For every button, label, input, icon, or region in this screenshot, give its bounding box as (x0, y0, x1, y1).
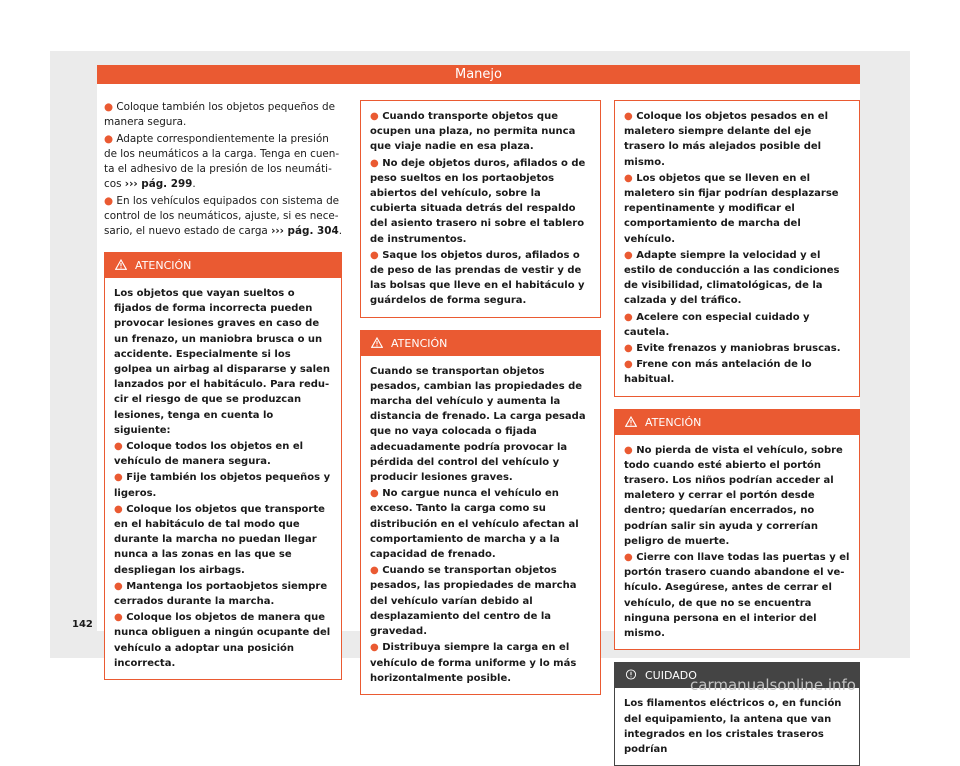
bullet-text: Coloque también los objetos pequeños de manera segura. (104, 101, 335, 128)
watermark: carmanualsonline.info (690, 676, 856, 694)
bullet-text: Los objetos que se lleven en el maletero sin fijar podrían desplazarse repentinamente y modificar el comportamiento de marcha del vehículo. (624, 172, 839, 245)
column-1 (104, 100, 342, 680)
bullet-text: En los vehículos equipados con sistema de control de los neumáticos, ajuste, si es necesario, el nuevo estado de carga (104, 195, 340, 237)
bullet-dot-icon: ● (624, 249, 637, 261)
warning-triangle-icon (115, 259, 127, 270)
bullet-dot-icon: ● (370, 157, 383, 169)
column-2 (360, 100, 601, 695)
bullet-dot-icon: ● (370, 565, 383, 577)
bullet-dot-icon: ● (114, 503, 127, 515)
bullet-text: No deje objetos duros, afilados o de peso sueltos en los portaobjetos abiertos del vehículo, sobre la cubierta situada detrás del respaldo del asiento trasero ni sobre el tablero de instrumentos. (370, 157, 586, 245)
bullet-item (624, 171, 850, 247)
bullet-item (114, 579, 332, 609)
bullet-text: No pierda de vista el vehículo, sobre todo cuando esté abierto el portón trasero. Los niños podrían acceder al maletero y cerrar el portón desde dentro; quedarían encerrados, no podrían salir sin ayuda y correrían peligro de muerte. (624, 444, 843, 547)
column-3 (614, 100, 860, 766)
caution-lead: Los filamentos eléctricos o, en función del equipamiento, la antena que van integrados en los cristales traseros podrían (624, 698, 842, 755)
bullet-dot-icon: ● (114, 441, 127, 453)
bullet-item (370, 156, 591, 247)
bullet-dot-icon: ● (104, 101, 117, 113)
bullet-item (370, 109, 591, 155)
warning-title: ATENCIÓN (135, 259, 192, 272)
bullet-item (624, 341, 850, 356)
warning-body (105, 278, 341, 679)
bullet-item (370, 248, 591, 309)
bullet-tail: . (338, 225, 343, 237)
warning-items (370, 486, 591, 686)
warning-title: ATENCIÓN (645, 415, 702, 429)
warning-body (361, 356, 600, 694)
bullet-dot-icon: ● (114, 580, 127, 592)
bullet-item (114, 610, 332, 671)
bullet-dot-icon: ● (624, 552, 637, 564)
warning-triangle-icon (625, 416, 637, 427)
warning-header (105, 253, 341, 278)
bullet-text: Coloque los objetos pesados en el maletero siempre delante del eje trasero lo más alejados posible del mismo. (624, 111, 829, 168)
bullet-text: Evite frenazos y maniobras bruscas. (636, 343, 841, 355)
bullet-text: Coloque los objetos que transporte en el habitáculo de tal modo que durante la marcha no puedan llegar nunca a las zonas en las que se despliegan los airbags. (114, 503, 325, 576)
bullet-item (370, 486, 591, 562)
warning-continuation-box (614, 100, 860, 397)
bullet-text: Mantenga los portaobjetos siempre cerrados durante la marcha. (114, 580, 328, 608)
warning-items (114, 439, 332, 671)
bullet-text: Coloque los objetos de manera que nunca obliguen a ningún ocupante del vehículo a adoptar una posición incorrecta. (114, 612, 331, 669)
page-reference-link[interactable]: ››› pág. 304 (271, 225, 339, 237)
bullet-text: No cargue nunca el vehículo en exceso. Tanto la carga como su distribución en el vehículo afectan al comportamiento de marcha y a la capacidad de frenado. (370, 488, 579, 561)
bullet-item (624, 550, 850, 641)
info-circle-icon (625, 669, 637, 680)
bullet-text: Adapte siempre la velocidad y el estilo de conducción a las condiciones de visibilidad, climatológicas, de la calzada y del tráfico. (624, 249, 840, 307)
bullet-item (624, 357, 850, 387)
bullet-dot-icon: ● (370, 642, 383, 654)
bullet-item (114, 470, 332, 500)
bullet-text: Distribuya siempre la carga en el vehículo de forma uniforme y lo más horizontalmente posible. (370, 642, 577, 684)
warning-box (360, 330, 601, 695)
bullet-item (104, 132, 342, 192)
bullet-item (104, 194, 342, 239)
bullet-text: Cierre con llave todas las puertas y el portón trasero cuando abandone el vehículo. Asegúrese, antes de cerrar el vehículo, de que no se encuentra ninguna persona en el interior del mismo. (624, 552, 850, 640)
bullet-text: Fije también los objetos pequeños y ligeros. (114, 472, 331, 499)
warning-box (614, 409, 860, 651)
bullet-item (114, 502, 332, 578)
bullet-dot-icon: ● (104, 133, 117, 145)
bullet-dot-icon: ● (624, 444, 637, 456)
bullet-tail: . (192, 178, 196, 190)
section-header: Manejo (97, 65, 860, 84)
warning-continuation-box (360, 100, 601, 318)
intro-list (104, 100, 342, 239)
bullet-dot-icon: ● (370, 488, 383, 500)
bullet-item (104, 100, 342, 130)
page-number: 142 (72, 619, 93, 630)
warning-header (615, 410, 859, 435)
bullet-text: Cuando se transportan objetos pesados, las propiedades de marcha del vehículo varían debido al desplazamiento del centro de la gravedad. (370, 565, 577, 638)
bullet-dot-icon: ● (104, 195, 117, 207)
bullet-dot-icon: ● (114, 612, 127, 624)
warning-continuation-body (615, 101, 859, 396)
warning-body (615, 435, 859, 650)
caution-body (615, 688, 859, 765)
caution-title: CUIDADO (645, 669, 697, 683)
bullet-text: Cuando transporte objetos que ocupen una plaza, no permita nunca que viaje nadie en esa plaza. (370, 111, 576, 153)
bullet-text: Adapte correspondientemente la presión de los neumáticos a la carga. Tenga en cuenta el adhesivo de la presión de los neumáticos (104, 133, 340, 190)
bullet-dot-icon: ● (624, 359, 637, 371)
bullet-dot-icon: ● (114, 472, 127, 484)
bullet-item (624, 310, 850, 340)
warning-title: ATENCIÓN (391, 336, 448, 350)
bullet-item (624, 443, 850, 549)
warning-lead: Los objetos que vayan sueltos o fijados de forma incorrecta pueden provocar lesiones graves en caso de un frenazo, un maniobra brusca o un accidente. Especialmente si los golpea un airbag al dispararse y salen lanzados por el habitáculo. Para reducir el riesgo de que se produzcan lesiones, tenga en cuenta lo siguiente: (114, 288, 330, 436)
bullet-dot-icon: ● (624, 311, 637, 323)
bullet-text: Coloque todos los objetos en el vehículo de manera segura. (114, 441, 304, 468)
bullet-dot-icon: ● (370, 111, 383, 122)
bullet-item (114, 439, 332, 469)
bullet-text: Saque los objetos duros, afilados o de peso de las prendas de vestir y de las bolsas que lleve en el habitáculo y guárdelos de forma segura. (370, 249, 585, 307)
bullet-text: Frene con más antelación de lo habitual. (624, 359, 812, 386)
warning-lead: Cuando se transportan objetos pesados, cambian las propiedades de marcha del vehículo y aumenta la distancia de frenado. La carga pesada que no vaya colocada o fijada adecuadamente podría provocar la pérdida del control del vehículo y producir lesiones graves. (370, 365, 586, 484)
bullet-item (370, 563, 591, 639)
bullet-item (624, 109, 850, 170)
bullet-dot-icon: ● (624, 343, 637, 355)
warning-continuation-body (361, 101, 600, 317)
warning-triangle-icon (371, 337, 383, 348)
warning-header (361, 331, 600, 356)
bullet-item (624, 248, 850, 309)
bullet-item (370, 640, 591, 686)
bullet-dot-icon: ● (370, 249, 383, 261)
bullet-dot-icon: ● (624, 111, 637, 122)
warning-box (104, 252, 342, 680)
page-reference-link[interactable]: ››› pág. 299 (124, 178, 193, 190)
bullet-dot-icon: ● (624, 172, 637, 184)
bullet-text: Acelere con especial cuidado y cautela. (624, 311, 810, 338)
